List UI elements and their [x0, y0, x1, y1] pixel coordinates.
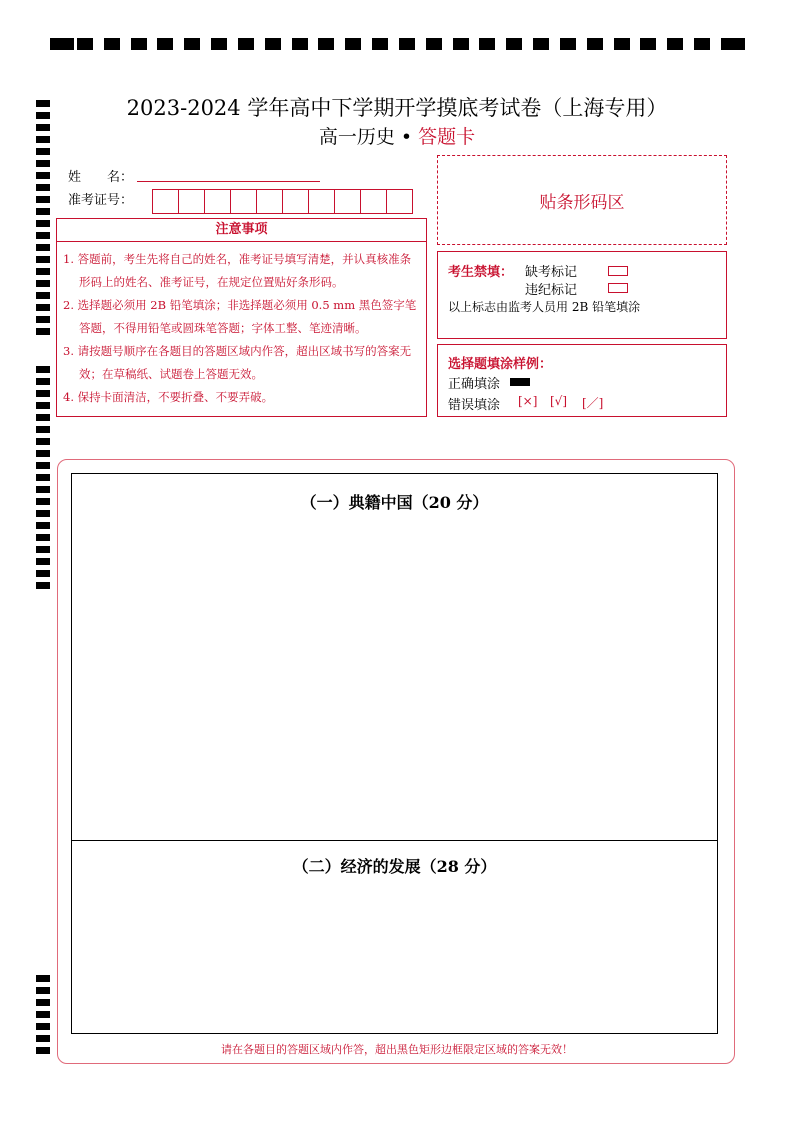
timing-mark	[36, 975, 50, 982]
timing-mark	[36, 999, 50, 1006]
footer-warning: 请在各题目的答题区域内作答，超出黑色矩形边框限定区域的答案无效！	[221, 1043, 573, 1056]
timing-mark	[36, 366, 50, 373]
timing-mark	[36, 378, 50, 385]
absent-mark-box[interactable]	[608, 266, 628, 276]
section-divider	[72, 840, 717, 841]
timing-mark	[36, 534, 50, 541]
timing-mark	[372, 38, 388, 50]
timing-mark	[36, 546, 50, 553]
notes-item: 3. 请按题号顺序在各题目的答题区域内作答，超出区域书写的答案无效；在草稿纸、试题卷上答题无效。	[63, 344, 412, 381]
timing-mark	[36, 486, 50, 493]
timing-mark	[36, 220, 50, 227]
timing-mark	[36, 172, 50, 179]
section-2-title: （二）经济的发展（28 分）	[292, 857, 497, 876]
subject-label: 高一历史	[318, 126, 395, 148]
exam-id-boxes[interactable]	[152, 189, 412, 214]
answer-card-label: 答题卡	[418, 126, 476, 148]
timing-mark	[36, 268, 50, 275]
timing-mark	[640, 38, 656, 50]
timing-mark	[36, 510, 50, 517]
timing-mark	[318, 38, 334, 50]
id-digit-box[interactable]	[256, 189, 283, 214]
timing-mark	[36, 244, 50, 251]
timing-mark	[36, 316, 50, 323]
timing-mark	[36, 426, 50, 433]
timing-mark	[36, 280, 50, 287]
timing-marks-top	[50, 38, 745, 52]
wrong-mark-slash: [／]	[582, 396, 604, 410]
timing-mark	[36, 522, 50, 529]
timing-mark	[36, 450, 50, 457]
timing-mark	[36, 196, 50, 203]
timing-mark	[36, 208, 50, 215]
name-label: 姓 名：	[68, 170, 134, 185]
timing-mark	[157, 38, 173, 50]
timing-mark	[36, 402, 50, 409]
notes-item: 2. 选择题必须用 2B 铅笔填涂；非选择题必须用 0.5 mm 黑色签字笔答题，不得用铅笔或圆珠笔答题；字体工整、笔迹清晰。	[63, 298, 417, 335]
timing-mark	[453, 38, 469, 50]
exam-id-label: 准考证号：	[68, 193, 134, 208]
timing-mark	[36, 184, 50, 191]
timing-mark	[36, 390, 50, 397]
timing-mark	[36, 1023, 50, 1030]
id-digit-box[interactable]	[230, 189, 257, 214]
timing-mark	[50, 38, 74, 50]
timing-mark	[36, 582, 50, 589]
timing-mark	[399, 38, 415, 50]
timing-mark	[614, 38, 630, 50]
id-digit-box[interactable]	[152, 189, 179, 214]
timing-mark	[36, 232, 50, 239]
notes-box	[56, 218, 427, 417]
page-title: 2023-2024 学年高中下学期开学摸底考试卷（上海专用）	[126, 96, 668, 120]
id-digit-box[interactable]	[308, 189, 335, 214]
wrong-fill-label: 错误填涂	[448, 398, 501, 413]
timing-mark	[36, 438, 50, 445]
timing-mark	[211, 38, 227, 50]
name-field[interactable]	[137, 180, 320, 182]
timing-mark	[104, 38, 120, 50]
timing-mark	[36, 570, 50, 577]
answer-region	[71, 473, 718, 1034]
id-digit-box[interactable]	[204, 189, 231, 214]
timing-mark	[587, 38, 603, 50]
timing-mark	[36, 474, 50, 481]
notes-title: 注意事项	[57, 219, 426, 242]
notes-list	[57, 248, 426, 409]
timing-mark	[36, 328, 50, 335]
forbid-note: 以上标志由监考人员用 2B 铅笔填涂	[448, 300, 641, 314]
timing-mark	[36, 304, 50, 311]
timing-mark	[292, 38, 308, 50]
absent-label: 缺考标记	[525, 265, 578, 280]
id-digit-box[interactable]	[334, 189, 361, 214]
sample-title: 选择题填涂样例：	[448, 357, 553, 372]
subtitle-dot: •	[400, 126, 413, 148]
timing-mark	[36, 462, 50, 469]
timing-mark	[36, 256, 50, 263]
id-digit-box[interactable]	[386, 189, 413, 214]
timing-mark	[36, 498, 50, 505]
violation-mark-box[interactable]	[608, 283, 628, 293]
timing-mark	[36, 987, 50, 994]
timing-mark	[533, 38, 549, 50]
timing-mark	[667, 38, 683, 50]
id-digit-box[interactable]	[282, 189, 309, 214]
timing-mark	[238, 38, 254, 50]
timing-mark	[36, 558, 50, 565]
timing-mark	[506, 38, 522, 50]
wrong-mark-check: [√]	[550, 394, 568, 408]
page-subtitle	[0, 122, 794, 149]
id-digit-box[interactable]	[178, 189, 205, 214]
timing-mark	[721, 38, 745, 50]
timing-mark	[345, 38, 361, 50]
timing-mark	[77, 38, 93, 50]
id-digit-box[interactable]	[360, 189, 387, 214]
barcode-area	[437, 155, 727, 245]
timing-mark	[560, 38, 576, 50]
timing-mark	[36, 414, 50, 421]
section-1-title: （一）典籍中国（20 分）	[300, 493, 489, 512]
timing-mark	[36, 292, 50, 299]
forbid-title: 考生禁填：	[448, 265, 514, 280]
timing-mark	[36, 160, 50, 167]
violation-label: 违纪标记	[525, 283, 578, 298]
timing-mark	[131, 38, 147, 50]
timing-mark	[36, 148, 50, 155]
timing-mark	[265, 38, 281, 50]
barcode-label: 贴条形码区	[539, 193, 625, 213]
timing-mark	[479, 38, 495, 50]
timing-mark	[36, 1011, 50, 1018]
timing-mark	[694, 38, 710, 50]
timing-mark	[184, 38, 200, 50]
correct-fill-mark	[510, 378, 530, 386]
examiner-marks-box	[437, 251, 727, 339]
notes-item: 4. 保持卡面清洁，不要折叠、不要弄破。	[63, 390, 274, 404]
timing-mark	[426, 38, 442, 50]
correct-fill-label: 正确填涂	[448, 377, 501, 392]
timing-marks-left-middle	[36, 366, 50, 600]
fill-sample-box	[437, 344, 727, 417]
wrong-mark-cross: [×]	[518, 394, 538, 408]
notes-item: 1. 答题前，考生先将自己的姓名，准考证号填写清楚，并认真核准条形码上的姓名、准考证号，在规定位置贴好条形码。	[63, 252, 412, 289]
